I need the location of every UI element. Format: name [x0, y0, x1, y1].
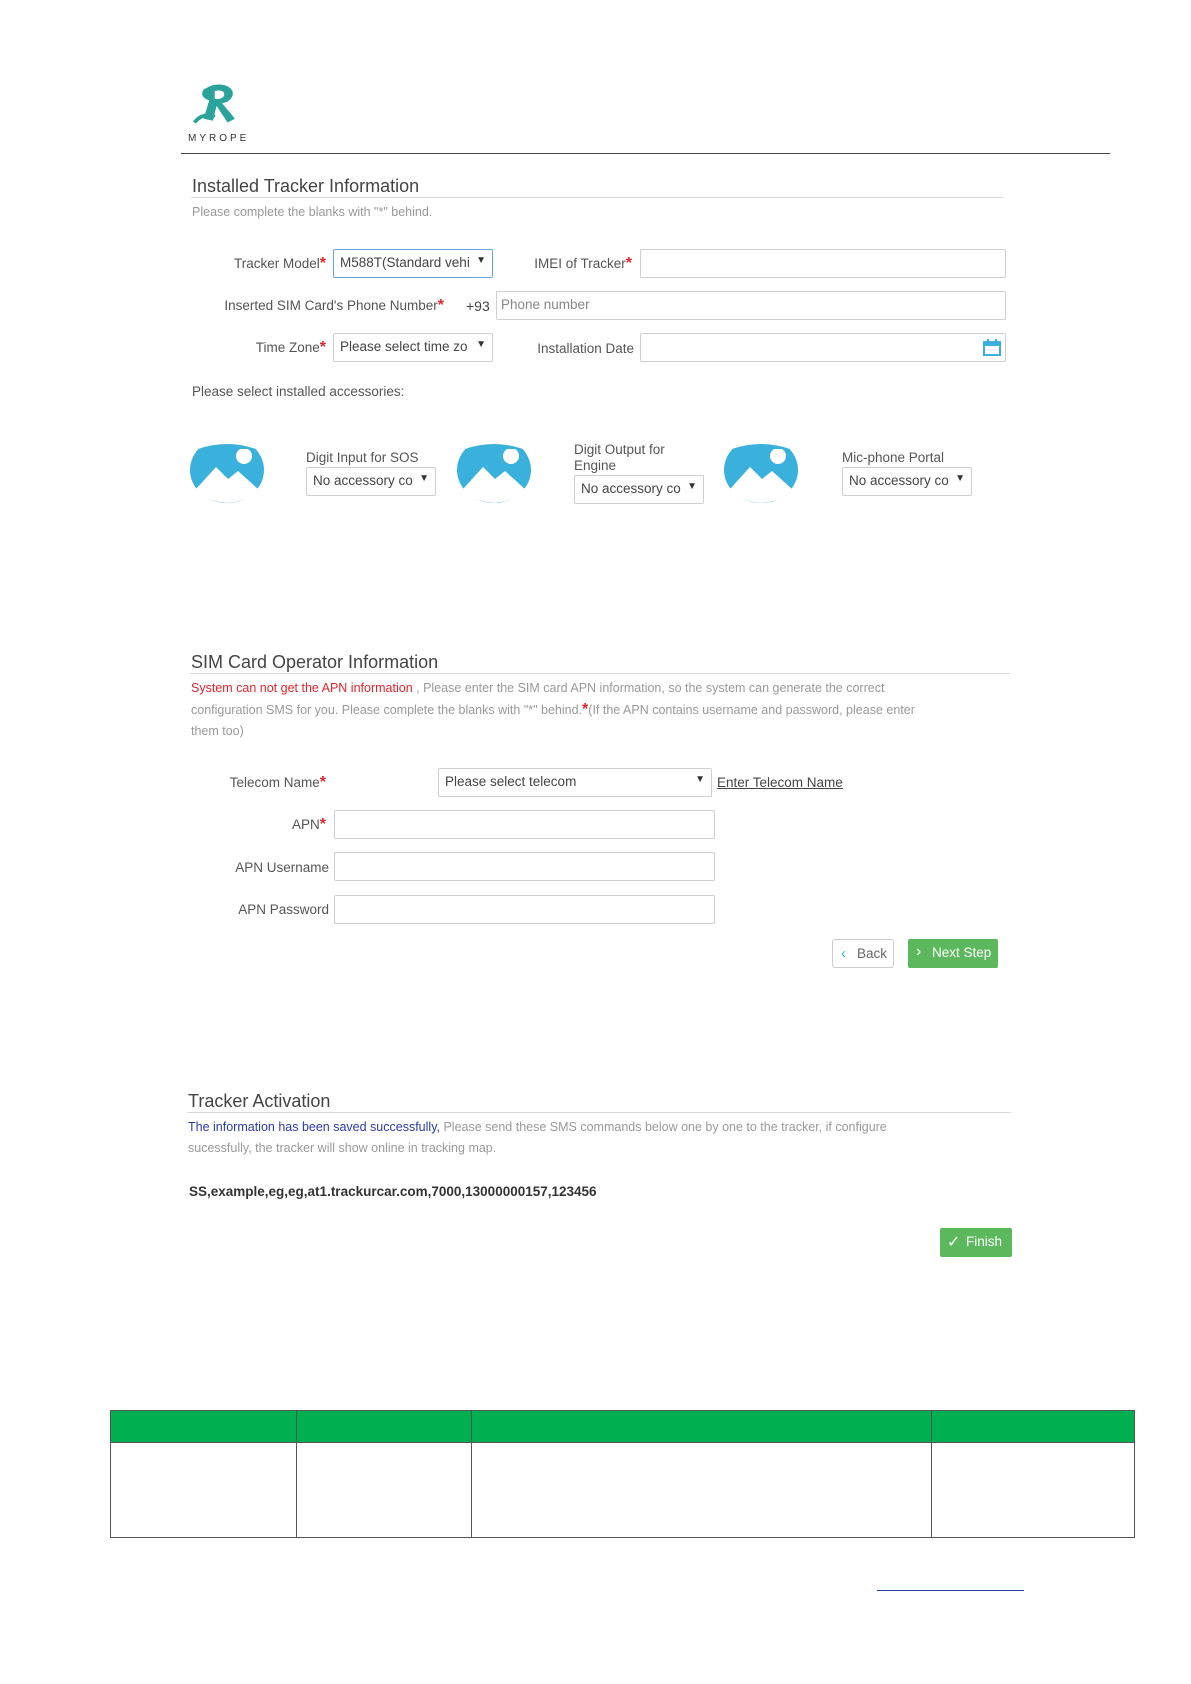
- accessory-1-label: Digit Input for SOS: [306, 450, 419, 465]
- back-button[interactable]: ‹ Back: [832, 939, 894, 968]
- accessory-1-select[interactable]: No accessory co ▼: [306, 467, 436, 496]
- table-header-cell: [932, 1411, 1135, 1443]
- table-header-cell: [297, 1411, 472, 1443]
- calendar-icon[interactable]: [983, 339, 1001, 356]
- next-step-button[interactable]: › Next Step: [908, 939, 998, 968]
- dropdown-arrow-icon: ▼: [476, 339, 486, 350]
- dropdown-arrow-icon: ▼: [419, 473, 429, 484]
- timezone-label: Time Zone*: [255, 339, 326, 356]
- activation-hint: The information has been saved successfully, Please send these SMS commands below one by one to the tracker, if configure sucessfully, the tracker will show online in tracking map.: [188, 1120, 887, 1155]
- installation-date-label: Installation Date: [537, 341, 634, 356]
- imei-input[interactable]: [640, 249, 1006, 278]
- imei-label: IMEI of Tracker*: [534, 255, 632, 272]
- activation-section-rule: [187, 1112, 1011, 1113]
- document-table: [110, 1410, 1135, 1538]
- timezone-select[interactable]: Please select time zo ▼: [333, 333, 493, 362]
- dropdown-arrow-icon: ▼: [695, 774, 705, 785]
- image-placeholder-icon: [190, 437, 264, 503]
- checkmark-icon: ✓: [947, 1234, 961, 1251]
- telecom-name-label: Telecom Name*: [229, 774, 326, 791]
- table-cell: [472, 1443, 932, 1538]
- apn-username-label: APN Username: [235, 860, 329, 875]
- accessory-3-select[interactable]: No accessory co ▼: [842, 467, 972, 496]
- sms-command: SS,example,eg,eg,at1.trackurcar.com,7000,13000000157,123456: [189, 1184, 597, 1199]
- table-cell: [297, 1443, 472, 1538]
- footer-link-underline[interactable]: [877, 1590, 1024, 1591]
- myrope-logo: [188, 82, 258, 128]
- table-header-cell: [111, 1411, 297, 1443]
- country-code: +93: [466, 298, 490, 314]
- apn-username-input[interactable]: [334, 852, 715, 881]
- image-placeholder-icon: [724, 437, 798, 503]
- installed-hint: Please complete the blanks with "*" behind.: [192, 205, 433, 219]
- activation-section-title: Tracker Activation: [188, 1091, 331, 1111]
- tracker-model-select[interactable]: M588T(Standard vehi ▼: [333, 249, 493, 278]
- accessory-3-label: Mic-phone Portal: [842, 450, 945, 465]
- chevron-left-icon: ‹: [841, 945, 846, 962]
- table-row: [111, 1443, 1135, 1538]
- dropdown-arrow-icon: ▼: [955, 473, 965, 484]
- sim-hint: System can not get the APN information , Please enter the SIM card APN information, so the system can generate the correct configuration SMS for you. Please complete the blanks with "*" behind.*(If the APN contains username and password, please enter them too): [191, 681, 915, 738]
- accessory-2-select[interactable]: No accessory co ▼: [574, 475, 704, 504]
- table-header-row: [111, 1411, 1135, 1443]
- apn-input[interactable]: [334, 810, 715, 839]
- dropdown-arrow-icon: ▼: [476, 255, 486, 266]
- apn-password-input[interactable]: [334, 895, 715, 924]
- accessories-label: Please select installed accessories:: [192, 384, 405, 399]
- table-header-cell: [472, 1411, 932, 1443]
- finish-button[interactable]: ✓ Finish: [940, 1228, 1012, 1257]
- tracker-model-label: Tracker Model*: [233, 255, 326, 272]
- enter-telecom-name-link[interactable]: Enter Telecom Name: [717, 775, 843, 790]
- installation-date-input[interactable]: [640, 333, 1006, 362]
- phone-number-input[interactable]: Phone number: [496, 291, 1006, 320]
- header-divider: [181, 153, 1110, 154]
- dropdown-arrow-icon: ▼: [687, 481, 697, 492]
- brand-name: MYROPE: [188, 133, 250, 144]
- installed-section-rule: [191, 197, 1003, 198]
- sim-phone-label: Inserted SIM Card's Phone Number*: [224, 297, 444, 314]
- accessory-2-label: Digit Output for Engine: [574, 442, 665, 473]
- table-cell: [111, 1443, 297, 1538]
- sim-section-title: SIM Card Operator Information: [191, 652, 439, 672]
- telecom-select[interactable]: Please select telecom ▼: [438, 768, 712, 797]
- installed-section-title: Installed Tracker Information: [192, 176, 420, 196]
- chevron-right-icon: ›: [916, 943, 922, 960]
- table-cell: [932, 1443, 1135, 1538]
- sim-section-rule: [190, 673, 1010, 674]
- apn-label: APN*: [292, 816, 326, 833]
- apn-password-label: APN Password: [238, 902, 329, 917]
- image-placeholder-icon: [457, 437, 531, 503]
